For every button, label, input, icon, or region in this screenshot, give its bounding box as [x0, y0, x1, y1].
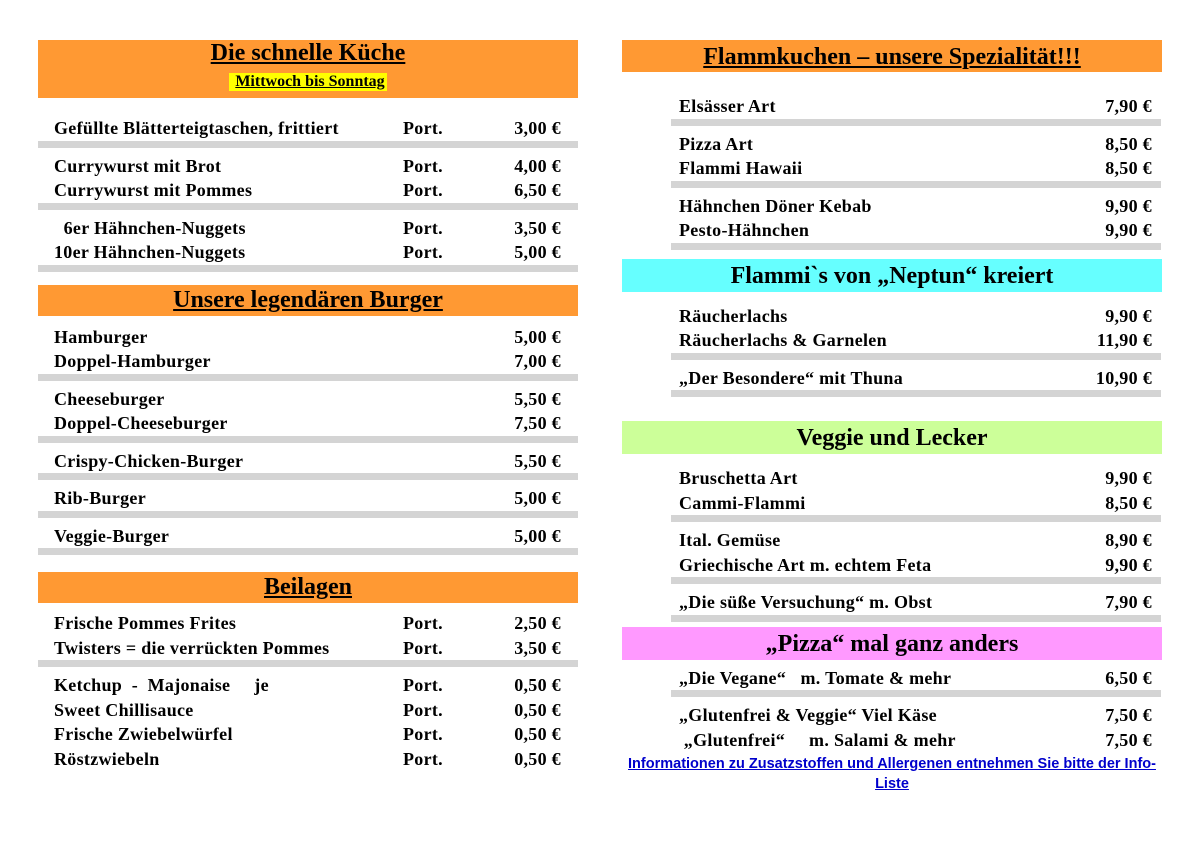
- item-price: 2,50 €: [514, 613, 561, 633]
- section-body-kueche: [38, 110, 578, 272]
- menu-item: [671, 218, 1161, 243]
- menu-item: [38, 349, 578, 374]
- section-header-beilagen: [38, 572, 578, 603]
- menu-item: [671, 132, 1161, 157]
- item-name: Gefüllte Blätterteigtaschen, frittiert: [54, 118, 339, 138]
- section-header-pizza: [622, 627, 1162, 660]
- menu-group: [671, 298, 1161, 360]
- section-body-neptun: [622, 298, 1162, 398]
- section-title: Unsere legendären Burger: [173, 286, 443, 313]
- item-price: 5,50 €: [514, 388, 561, 409]
- menu-group: [671, 88, 1161, 126]
- item-name: Hähnchen Döner Kebab: [679, 195, 872, 216]
- item-price: 8,90 €: [1105, 530, 1152, 550]
- menu-item: [671, 553, 1161, 578]
- item-name: „Die süße Versuchung“ m. Obst: [679, 592, 933, 612]
- item-name: Currywurst mit Pommes: [54, 180, 253, 200]
- menu-item: [38, 178, 578, 203]
- item-price: 5,00 €: [514, 488, 561, 508]
- item-price: 11,90 €: [1096, 330, 1152, 350]
- menu-item: [671, 156, 1161, 181]
- item-price: 5,00 €: [514, 242, 561, 262]
- section-title: Flammi`s von „Neptun“ kreiert: [730, 262, 1054, 289]
- item-unit: Port.: [403, 675, 443, 695]
- menu-group: [671, 660, 1161, 698]
- menu-group: [671, 697, 1161, 752]
- item-name: „Die Vegane“ m. Tomate & mehr: [679, 667, 952, 688]
- item-name: Cammi-Flammi: [679, 492, 806, 513]
- menu-item: [38, 611, 578, 636]
- item-name: Flammi Hawaii: [679, 158, 803, 178]
- menu-group: [671, 188, 1161, 250]
- menu-item: [38, 411, 578, 436]
- item-unit: Port.: [403, 155, 443, 176]
- menu-item: [671, 328, 1161, 353]
- item-price: 7,50 €: [514, 413, 561, 433]
- section-header-neptun: [622, 259, 1162, 292]
- item-price: 9,90 €: [1105, 220, 1152, 240]
- item-unit: Port.: [403, 613, 443, 633]
- item-price: 9,90 €: [1105, 195, 1152, 216]
- right-column: [622, 40, 1162, 752]
- item-unit: Port.: [403, 748, 443, 769]
- menu-item: [671, 728, 1161, 753]
- menu-item: [671, 304, 1161, 329]
- menu-item: [38, 636, 578, 661]
- item-name: Ital. Gemüse: [679, 530, 781, 550]
- item-price: 5,00 €: [514, 326, 561, 347]
- item-price: 7,90 €: [1105, 592, 1152, 612]
- item-name: Veggie-Burger: [54, 525, 170, 546]
- item-price: 0,50 €: [514, 724, 561, 744]
- menu-item: [671, 194, 1161, 219]
- menu-item: [671, 590, 1161, 615]
- menu-group: [38, 518, 578, 556]
- item-price: 9,90 €: [1105, 554, 1152, 575]
- item-price: 5,00 €: [514, 525, 561, 546]
- item-price: 7,00 €: [514, 351, 561, 371]
- item-unit: Port.: [403, 637, 443, 658]
- section-subtitle: Mittwoch bis Sonntag: [229, 73, 386, 91]
- item-price: 9,90 €: [1105, 468, 1152, 488]
- item-price: 7,90 €: [1105, 96, 1152, 116]
- menu-item: [671, 491, 1161, 516]
- menu-item: [38, 216, 578, 241]
- menu-item: [38, 325, 578, 350]
- menu-group: [38, 605, 578, 667]
- allergen-info-link[interactable]: Informationen zu Zusatzstoffen und Allergenen entnehmen Sie bitte der Info-Liste: [628, 756, 1156, 792]
- item-price: 7,50 €: [1105, 729, 1152, 750]
- menu-group: [671, 584, 1161, 622]
- menu-item: [671, 94, 1161, 119]
- menu-group: [38, 148, 578, 210]
- item-unit: Port.: [403, 699, 443, 720]
- section-body-flammkuchen: [622, 88, 1162, 250]
- item-price: 5,50 €: [514, 450, 561, 471]
- menu-item: [38, 387, 578, 412]
- item-price: 8,50 €: [1105, 492, 1152, 513]
- menu-group: [38, 210, 578, 272]
- item-price: 6,50 €: [514, 180, 561, 200]
- menu-item: [671, 666, 1161, 691]
- menu-item: [38, 154, 578, 179]
- section-title: „Pizza“ mal ganz anders: [765, 630, 1019, 657]
- item-price: 8,50 €: [1105, 133, 1152, 154]
- item-name: Rib-Burger: [54, 488, 146, 508]
- section-title: Flammkuchen – unsere Spezialität!!!: [703, 44, 1081, 70]
- item-price: 10,90 €: [1095, 367, 1152, 388]
- menu-item: [38, 722, 578, 747]
- menu-item: [38, 240, 578, 265]
- menu-item: [38, 673, 578, 698]
- menu-item: [38, 747, 578, 772]
- item-name: 10er Hähnchen-Nuggets: [54, 242, 246, 262]
- left-column: [38, 40, 578, 771]
- item-name: Currywurst mit Brot: [54, 155, 222, 176]
- item-name: Pizza Art: [679, 133, 754, 154]
- menu-item: [671, 703, 1161, 728]
- item-name: Hamburger: [54, 326, 148, 347]
- section-header-kueche: [38, 40, 578, 98]
- menu-item: [38, 116, 578, 141]
- menu-group: [38, 443, 578, 481]
- section-body-burger: [38, 319, 578, 556]
- section-title: Beilagen: [264, 574, 352, 600]
- menu-group: [671, 460, 1161, 522]
- item-name: Pesto-Hähnchen: [679, 220, 810, 240]
- item-name: „Glutenfrei & Veggie“ Viel Käse: [679, 705, 937, 725]
- menu-group: [38, 381, 578, 443]
- section-header-veggie: [622, 421, 1162, 454]
- item-name: Crispy-Chicken-Burger: [54, 450, 244, 471]
- item-unit: Port.: [403, 724, 443, 744]
- section-title: Veggie und Lecker: [796, 425, 988, 451]
- section-body-pizza: [622, 660, 1162, 753]
- item-name: „Glutenfrei“ m. Salami & mehr: [679, 729, 956, 750]
- item-price: 3,50 €: [514, 217, 561, 238]
- menu-group: [38, 110, 578, 148]
- item-unit: Port.: [403, 217, 443, 238]
- menu-group: [671, 522, 1161, 584]
- item-name: Räucherlachs & Garnelen: [679, 330, 887, 350]
- item-name: Doppel-Hamburger: [54, 351, 211, 371]
- item-name: „Der Besondere“ mit Thuna: [679, 367, 904, 388]
- item-name: Doppel-Cheeseburger: [54, 413, 228, 433]
- item-name: Bruschetta Art: [679, 468, 798, 488]
- item-price: 3,00 €: [514, 118, 561, 138]
- item-name: Frische Pommes Frites: [54, 613, 237, 633]
- item-name: 6er Hähnchen-Nuggets: [54, 217, 246, 238]
- menu-group: [38, 667, 578, 771]
- item-name: Elsässer Art: [679, 96, 776, 116]
- item-name: Räucherlachs: [679, 305, 788, 326]
- section-body-beilagen: [38, 605, 578, 771]
- menu-group: [38, 480, 578, 518]
- item-unit: Port.: [403, 242, 443, 262]
- item-price: 7,50 €: [1105, 705, 1152, 725]
- item-price: 9,90 €: [1105, 305, 1152, 326]
- menu-item: [38, 698, 578, 723]
- menu-item: [671, 528, 1161, 553]
- item-name: Sweet Chillisauce: [54, 699, 194, 720]
- item-price: 6,50 €: [1105, 667, 1152, 688]
- section-header-burger: [38, 285, 578, 316]
- item-unit: Port.: [403, 180, 443, 200]
- menu-item: [671, 366, 1161, 391]
- item-name: Cheeseburger: [54, 388, 165, 409]
- menu-item: [671, 466, 1161, 491]
- item-name: Röstzwiebeln: [54, 748, 160, 769]
- menu-group: [38, 319, 578, 381]
- item-name: Ketchup - Majonaise je: [54, 675, 269, 695]
- item-price: 0,50 €: [514, 675, 561, 695]
- item-price: 4,00 €: [514, 155, 561, 176]
- item-price: 0,50 €: [514, 699, 561, 720]
- menu-item: [38, 449, 578, 474]
- menu-group: [671, 126, 1161, 188]
- menu-item: [38, 486, 578, 511]
- item-name: Frische Zwiebelwürfel: [54, 724, 233, 744]
- menu-item: [38, 524, 578, 549]
- item-price: 3,50 €: [514, 637, 561, 658]
- item-price: 0,50 €: [514, 748, 561, 769]
- menu-group: [671, 360, 1161, 398]
- item-name: Twisters = die verrückten Pommes: [54, 637, 330, 658]
- section-body-veggie: [622, 460, 1162, 622]
- section-header-flammkuchen: [622, 40, 1162, 72]
- item-unit: Port.: [403, 118, 443, 138]
- section-title: Die schnelle Küche: [210, 40, 406, 66]
- item-price: 8,50 €: [1105, 158, 1152, 178]
- item-name: Griechische Art m. echtem Feta: [679, 554, 932, 575]
